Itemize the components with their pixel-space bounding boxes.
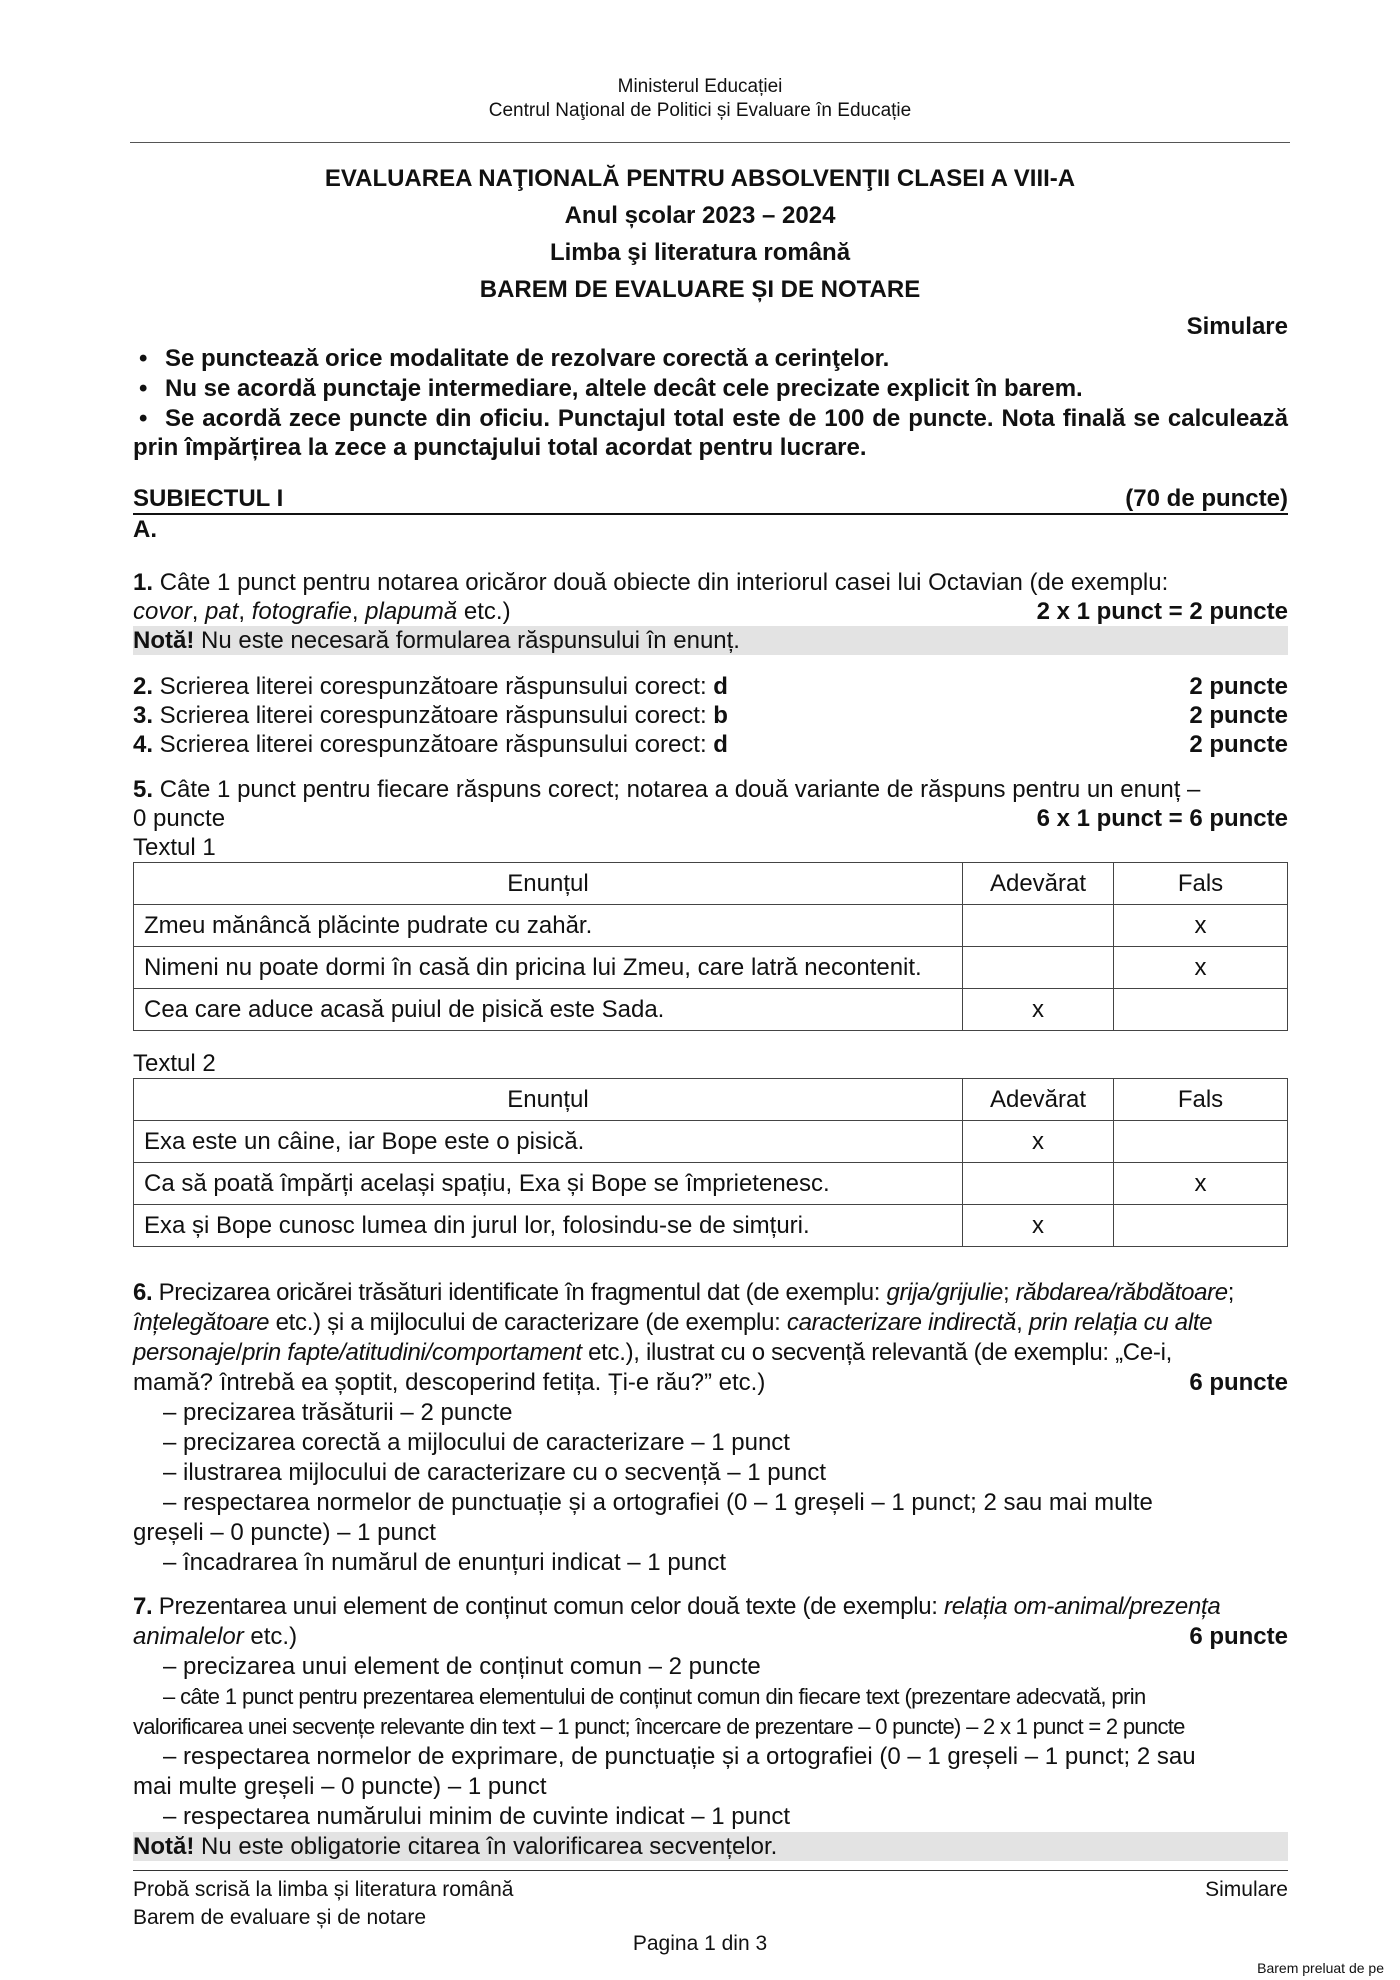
false-cell: x (1114, 905, 1288, 947)
q1-line1: 1. Câte 1 punct pentru notarea oricăror două obiecte din interiorul casei lui Octavian (de exemplu: (133, 569, 1169, 596)
footer-test-name: Probă scrisă la limba și literatura română (133, 1878, 514, 1901)
footer-tag: Simulare (1205, 1878, 1288, 1901)
true-cell: x (963, 989, 1114, 1031)
text2-label: Textul 2 (133, 1050, 216, 1077)
subject-heading (133, 484, 1288, 515)
q6-line2: înțelegătoare etc.) și a mijlocului de caracterizare (de exemplu: caracterizare indirectă, prin relația cu alte (133, 1309, 1213, 1336)
q7-criterion: – precizarea unui element de conținut comun – 2 puncte (163, 1653, 761, 1680)
table-row (134, 905, 1288, 947)
statement-cell: Ca să poată împărți același spațiu, Exa și Bope se împrietenesc. (134, 1163, 963, 1205)
rule-item: • Nu se acordă punctaje intermediare, altele decât cele precizate explicit în barem. (139, 375, 1083, 402)
q7-line1: 7. Prezentarea unui element de conținut comun celor două texte (de exemplu: relația om-animal/prezența (133, 1593, 1221, 1620)
q7-note: Notă! Nu este obligatorie citarea în valorificarea secvențelor. (133, 1832, 1288, 1861)
q7-criterion-cont: mai multe greșeli – 0 puncte) – 1 punct (133, 1773, 547, 1800)
footer-doc-name: Barem de evaluare și de notare (133, 1906, 427, 1929)
table-row (134, 1121, 1288, 1163)
q7-criterion: – respectarea normelor de exprimare, de punctuație și a ortografiei (0 – 1 greșeli – 1 punct; 2 sau (163, 1743, 1196, 1770)
source-note: Barem preluat de pe (1257, 1960, 1384, 1976)
false-cell: x (1114, 947, 1288, 989)
false-cell (1114, 989, 1288, 1031)
text1-table (133, 862, 1288, 1031)
exam-title: EVALUAREA NAŢIONALĂ PENTRU ABSOLVENŢII CLASEI A VIII-A (324, 165, 1076, 192)
q7-criterion: – câte 1 punct pentru prezentarea elementului de conținut comun din fiecare text (prezentare adecvată, prin (163, 1684, 1146, 1709)
q4-line: 4. Scrierea literei corespunzătoare răspunsului corect: d 2 puncte (133, 731, 1288, 758)
q1-note: Notă! Nu este necesară formularea răspunsului în enunț. (133, 626, 1288, 655)
q6-criterion: – precizarea trăsăturii – 2 puncte (163, 1399, 513, 1426)
column-header: Fals (1114, 863, 1288, 905)
true-cell: x (963, 1121, 1114, 1163)
false-cell: x (1114, 1163, 1288, 1205)
q1-line2: covor, pat, fotografie, plapumă etc.) 2 x 1 punct = 2 puncte (133, 598, 1288, 625)
statement-cell: Zmeu mănâncă plăcinte pudrate cu zahăr. (134, 905, 963, 947)
q3-score: 2 puncte (1189, 702, 1288, 729)
q5-line1: 5. Câte 1 punct pentru fiecare răspuns corect; notarea a două variante de răspuns pentru un enunț – (133, 776, 1201, 803)
false-cell (1114, 1205, 1288, 1247)
table-header-row (134, 1079, 1288, 1121)
true-cell (963, 905, 1114, 947)
rule-item: • Se punctează orice modalitate de rezolvare corectă a cerinţelor. (139, 345, 890, 372)
center-name: Centrul Naţional de Politici și Evaluare în Educație (488, 100, 912, 121)
q2-line: 2. Scrierea literei corespunzătoare răspunsului corect: d 2 puncte (133, 673, 1288, 700)
q6-criterion-cont: greșeli – 0 puncte) – 1 punct (133, 1519, 436, 1546)
true-cell (963, 1163, 1114, 1205)
subject-name: Limba şi literatura română (549, 239, 851, 266)
header-divider (130, 142, 1290, 143)
q5-score: 6 x 1 punct = 6 puncte (1036, 805, 1288, 832)
document-title: BAREM DE EVALUARE ȘI DE NOTARE (479, 276, 921, 303)
text2-table (133, 1078, 1288, 1247)
footer-divider (133, 1870, 1288, 1871)
subject-points: (70 de puncte) (1125, 485, 1288, 512)
q6-score: 6 puncte (1189, 1369, 1288, 1396)
true-cell: x (963, 1205, 1114, 1247)
column-header: Adevărat (963, 863, 1114, 905)
school-year: Anul școlar 2023 – 2024 (564, 202, 836, 229)
table-row (134, 947, 1288, 989)
column-header: Adevărat (963, 1079, 1114, 1121)
table-row (134, 1163, 1288, 1205)
q5-line2: 0 puncte 6 x 1 punct = 6 puncte (133, 805, 1288, 832)
q6-line3: personaje/prin fapte/atitudini/comportament etc.), ilustrat cu o secvență relevantă (de exemplu: „Ce-i, (133, 1339, 1172, 1366)
statement-cell: Exa este un câine, iar Bope este o pisică. (134, 1121, 963, 1163)
q6-line4: mamă? întrebă ea șoptit, descoperind fetița. Ți-e rău?” etc.) 6 puncte (133, 1369, 1288, 1396)
column-header: Fals (1114, 1079, 1288, 1121)
column-header: Enunțul (134, 863, 963, 905)
subject-label: SUBIECTUL I (133, 485, 284, 512)
true-cell (963, 947, 1114, 989)
statement-cell: Exa și Bope cunosc lumea din jurul lor, folosindu-se de simțuri. (134, 1205, 963, 1247)
q6-criterion: – ilustrarea mijlocului de caracterizare cu o secvență – 1 punct (163, 1459, 826, 1486)
bullet-icon: • (139, 405, 148, 432)
statement-cell: Cea care aduce acasă puiul de pisică este Sada. (134, 989, 963, 1031)
q1-score: 2 x 1 punct = 2 puncte (1036, 598, 1288, 625)
page-number: Pagina 1 din 3 (632, 1932, 768, 1955)
table-row (134, 989, 1288, 1031)
bullet-icon: • (139, 345, 148, 372)
q6-criterion: – precizarea corectă a mijlocului de caracterizare – 1 punct (163, 1429, 790, 1456)
q7-score: 6 puncte (1189, 1623, 1288, 1650)
q3-line: 3. Scrierea literei corespunzătoare răspunsului corect: b 2 puncte (133, 702, 1288, 729)
rule-item: • Se acordă zece puncte din oficiu. Punctajul total este de 100 de puncte. Nota finală se calculează prin împărțirea la zece a punctajului total acordat pentru lucrare. (133, 405, 1288, 461)
ministry-name: Ministerul Educației (617, 76, 783, 97)
q6-line1: 6. Precizarea oricărei trăsături identificate în fragmentul dat (de exemplu: grija/grijulie; răbdarea/răbdătoare; (133, 1279, 1235, 1306)
q7-line2: animalelor etc.) 6 puncte (133, 1623, 1288, 1650)
table-header-row (134, 863, 1288, 905)
text1-label: Textul 1 (133, 834, 216, 861)
false-cell (1114, 1121, 1288, 1163)
q6-criterion: – respectarea normelor de punctuație și a ortografiei (0 – 1 greșeli – 1 punct; 2 sau mai multe (163, 1489, 1153, 1516)
column-header: Enunțul (134, 1079, 963, 1121)
part-label: A. (133, 516, 157, 543)
simulation-tag: Simulare (1186, 313, 1288, 340)
q2-score: 2 puncte (1189, 673, 1288, 700)
q7-criterion: – respectarea numărului minim de cuvinte indicat – 1 punct (163, 1803, 790, 1830)
statement-cell: Nimeni nu poate dormi în casă din pricina lui Zmeu, care latră necontenit. (134, 947, 963, 989)
table-row (134, 1205, 1288, 1247)
q4-score: 2 puncte (1189, 731, 1288, 758)
bullet-icon: • (139, 375, 148, 402)
q7-criterion-cont: valorificarea unei secvențe relevante din text – 1 punct; încercare de prezentare – 0 puncte) – 2 x 1 punct = 2 puncte (133, 1714, 1185, 1739)
q6-criterion: – încadrarea în numărul de enunțuri indicat – 1 punct (163, 1549, 727, 1576)
